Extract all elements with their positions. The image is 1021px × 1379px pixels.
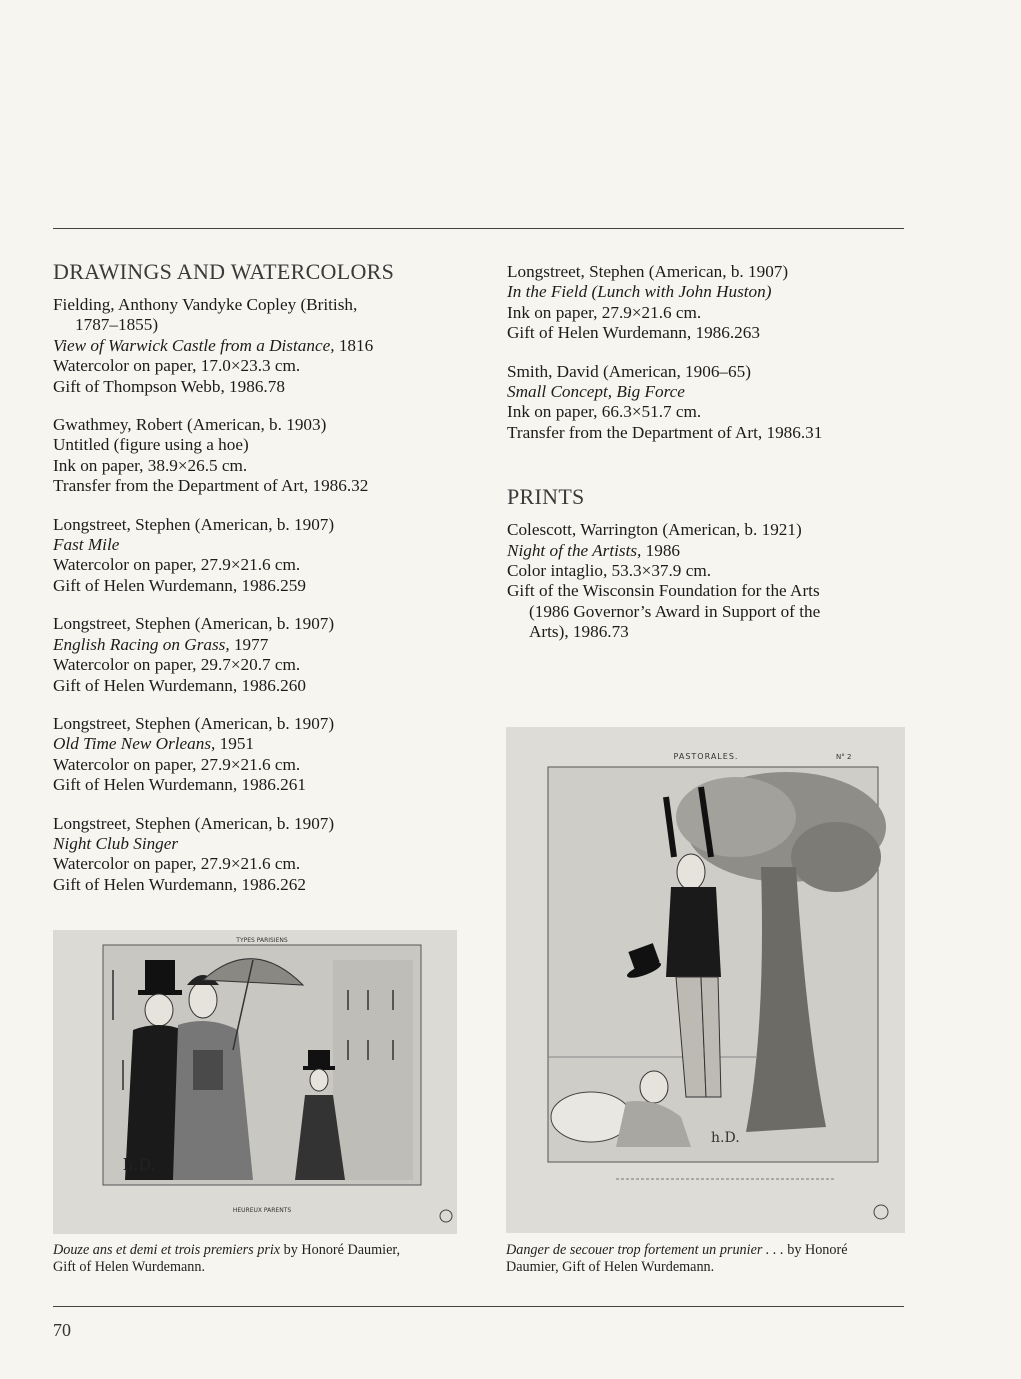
entry-credit: Gift of Helen Wurdemann, 1986.260 xyxy=(53,675,306,695)
entry-title-line xyxy=(53,734,473,754)
catalog-entry xyxy=(507,520,907,642)
entry-artist: Longstreet, Stephen (American, b. 1907) xyxy=(53,514,335,534)
entry-medium: Ink on paper, 27.9×21.6 cm. xyxy=(507,302,702,322)
catalog-entry xyxy=(53,295,473,397)
figure-daumier-danger-de-secouer xyxy=(506,727,905,1233)
entry-credit: Transfer from the Department of Art, 1986.32 xyxy=(53,476,369,496)
entry-medium: Watercolor on paper, 17.0×23.3 cm. xyxy=(53,356,301,376)
entry-year: 1986 xyxy=(641,540,681,560)
entry-year: 1951 xyxy=(215,734,255,754)
entry-artist: Smith, David (American, 1906–65) xyxy=(507,361,751,381)
entry-medium: Watercolor on paper, 27.9×21.6 cm. xyxy=(53,555,301,575)
entry-medium: Color intaglio, 53.3×37.9 cm. xyxy=(507,561,711,581)
entry-title-line xyxy=(507,541,907,561)
caption-title: Danger de secouer trop fortement un prunier . . . xyxy=(506,1242,784,1258)
entry-title: English Racing on Grass, xyxy=(53,634,230,654)
entry-title: Small Concept, Big Force xyxy=(507,382,685,402)
print-number: N° 2 xyxy=(836,753,852,761)
entry-title: View of Warwick Castle from a Distance, xyxy=(53,335,335,355)
entry-artist: Gwathmey, Robert (American, b. 1903) xyxy=(53,415,327,435)
print-footer: HEUREUX PARENTS xyxy=(232,1207,292,1214)
section-heading-drawings: DRAWINGS AND WATERCOLORS xyxy=(53,259,395,284)
top-rule xyxy=(53,228,904,229)
entry-credit: Gift of the Wisconsin Foundation for the Arts xyxy=(507,581,820,601)
bottom-rule xyxy=(53,1306,904,1307)
signature-mark: h.D. xyxy=(711,1130,740,1146)
section-heading-prints: PRINTS xyxy=(507,484,585,510)
caption-left xyxy=(53,1242,463,1276)
entry-credit: Gift of Thompson Webb, 1986.78 xyxy=(53,376,285,396)
entry-credit-cont: Arts), 1986.73 xyxy=(529,622,629,642)
entry-credit: Gift of Helen Wurdemann, 1986.261 xyxy=(53,775,306,795)
entry-title: Old Time New Orleans, xyxy=(53,734,216,754)
caption-byline: by Honoré xyxy=(783,1242,848,1258)
signature-mark: h.D. xyxy=(123,1155,156,1174)
catalog-entry xyxy=(53,515,473,597)
entry-artist: Fielding, Anthony Vandyke Copley (British, xyxy=(53,295,358,314)
entry-artist: Longstreet, Stephen (American, b. 1907) xyxy=(53,614,335,634)
entry-title-line xyxy=(53,336,473,356)
catalog-entry xyxy=(53,714,473,796)
entry-medium: Watercolor on paper, 29.7×20.7 cm. xyxy=(53,655,301,675)
entry-credit: Transfer from the Department of Art, 1986.31 xyxy=(507,422,823,442)
catalog-entry xyxy=(53,415,473,497)
entry-medium: Ink on paper, 66.3×51.7 cm. xyxy=(507,402,702,422)
entry-medium: Watercolor on paper, 27.9×21.6 cm. xyxy=(53,854,301,874)
print-header: TYPES PARISIENS xyxy=(236,937,288,944)
entry-credit: Gift of Helen Wurdemann, 1986.259 xyxy=(53,575,306,595)
entry-title: Night of the Artists, xyxy=(507,540,642,560)
entry-year: 1816 xyxy=(334,335,374,355)
caption-right xyxy=(506,1242,906,1276)
entry-artist: Colescott, Warrington (American, b. 1921) xyxy=(507,520,802,540)
entry-title: Night Club Singer xyxy=(53,833,179,853)
lithograph-illustration xyxy=(53,930,457,1234)
entry-medium: Ink on paper, 38.9×26.5 cm. xyxy=(53,455,248,475)
catalog-entry xyxy=(507,262,907,344)
entry-artist: Longstreet, Stephen (American, b. 1907) xyxy=(507,262,789,281)
caption-credit: Gift of Helen Wurdemann. xyxy=(53,1259,206,1275)
entry-year: 1977 xyxy=(229,634,269,654)
figure-daumier-douze-ans xyxy=(53,930,457,1234)
entry-artist: Longstreet, Stephen (American, b. 1907) xyxy=(53,713,335,733)
entry-title-line xyxy=(53,635,473,655)
entry-artist-cont: 1787–1855) xyxy=(75,315,159,335)
entry-credit-cont: (1986 Governor’s Award in Support of the xyxy=(529,601,821,621)
entry-title: Fast Mile xyxy=(53,535,120,555)
entry-title: Untitled (figure using a hoe) xyxy=(53,435,249,455)
print-header: PASTORALES. xyxy=(673,752,739,761)
catalog-entry xyxy=(507,362,907,444)
entry-title: In the Field (Lunch with John Huston) xyxy=(507,282,772,302)
caption-byline: by Honoré Daumier, xyxy=(280,1242,401,1258)
caption-credit: Daumier, Gift of Helen Wurdemann. xyxy=(506,1259,715,1275)
catalog-entry xyxy=(53,614,473,696)
entry-artist: Longstreet, Stephen (American, b. 1907) xyxy=(53,813,335,833)
left-column xyxy=(53,258,473,913)
page-number: 70 xyxy=(53,1320,71,1340)
entry-credit: Gift of Helen Wurdemann, 1986.262 xyxy=(53,874,306,894)
caption-title: Douze ans et demi et trois premiers prix xyxy=(53,1242,281,1258)
catalog-entry xyxy=(53,814,473,896)
lithograph-illustration xyxy=(506,727,905,1233)
right-column xyxy=(507,262,907,661)
entry-medium: Watercolor on paper, 27.9×21.6 cm. xyxy=(53,754,301,774)
entry-credit: Gift of Helen Wurdemann, 1986.263 xyxy=(507,323,760,343)
